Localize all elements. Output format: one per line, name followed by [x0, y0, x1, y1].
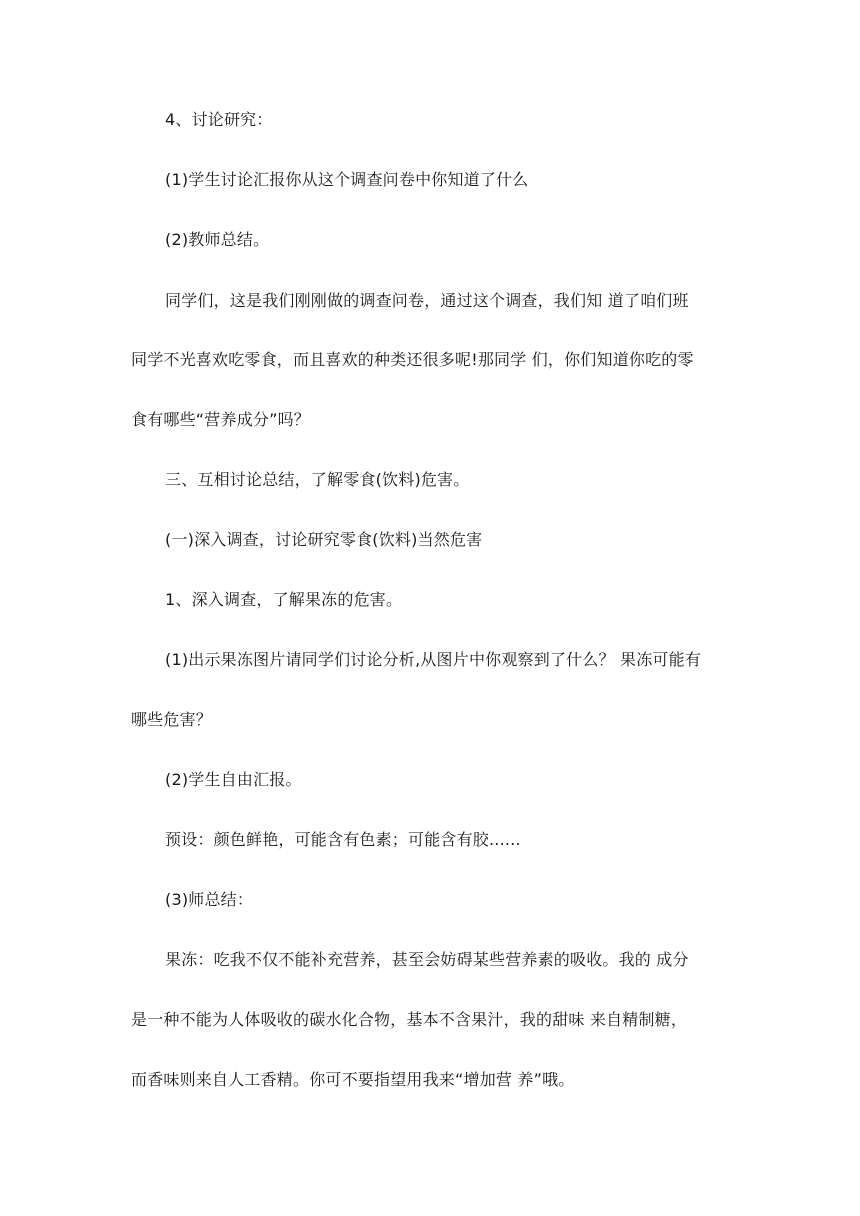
section-heading-three: 三、互相讨论总结，了解零食(饮料)危害。 [165, 470, 470, 489]
paragraph-line: 而香味则来自人工香精。你可不要指望用我来“增加营 养”哦。 [131, 1070, 575, 1089]
paragraph-line: (1)出示果冻图片请同学们讨论分析,从图片中你观察到了什么？ 果冻可能有 [165, 650, 702, 669]
paragraph-line: 同学不光喜欢吃零食，而且喜欢的种类还很多呢!那同学 们，你们知道你吃的零 [131, 350, 694, 369]
paragraph-line: (2)教师总结。 [165, 230, 270, 249]
paragraph-line: 果冻：吃我不仅不能补充营养，甚至会妨碍某些营养素的吸收。我的 成分 [165, 950, 689, 969]
paragraph-line: 预设：颜色鲜艳，可能含有色素；可能含有胶...... [165, 830, 521, 849]
paragraph-line: 1、深入调查，了解果冻的危害。 [165, 590, 403, 609]
paragraph-line: 同学们，这是我们刚刚做的调查问卷，通过这个调查，我们知 道了咱们班 [165, 291, 689, 310]
paragraph-line: (1)学生讨论汇报你从这个调查问卷中你知道了什么 [165, 170, 529, 189]
paragraph-line: 食有哪些“营养成分”吗？ [131, 410, 310, 429]
paragraph-line: (2)学生自由汇报。 [165, 770, 302, 789]
paragraph-line: 哪些危害？ [131, 710, 213, 729]
paragraph-line: (3)师总结： [165, 890, 254, 909]
paragraph-line: 是一种不能为人体吸收的碳水化合物，基本不含果汁，我的甜味 来自精制糖， [131, 1010, 688, 1029]
subsection-heading: (一)深入调查，讨论研究零食(饮料)当然危害 [165, 530, 483, 549]
heading-discussion-research: 4、讨论研究： [165, 110, 273, 129]
